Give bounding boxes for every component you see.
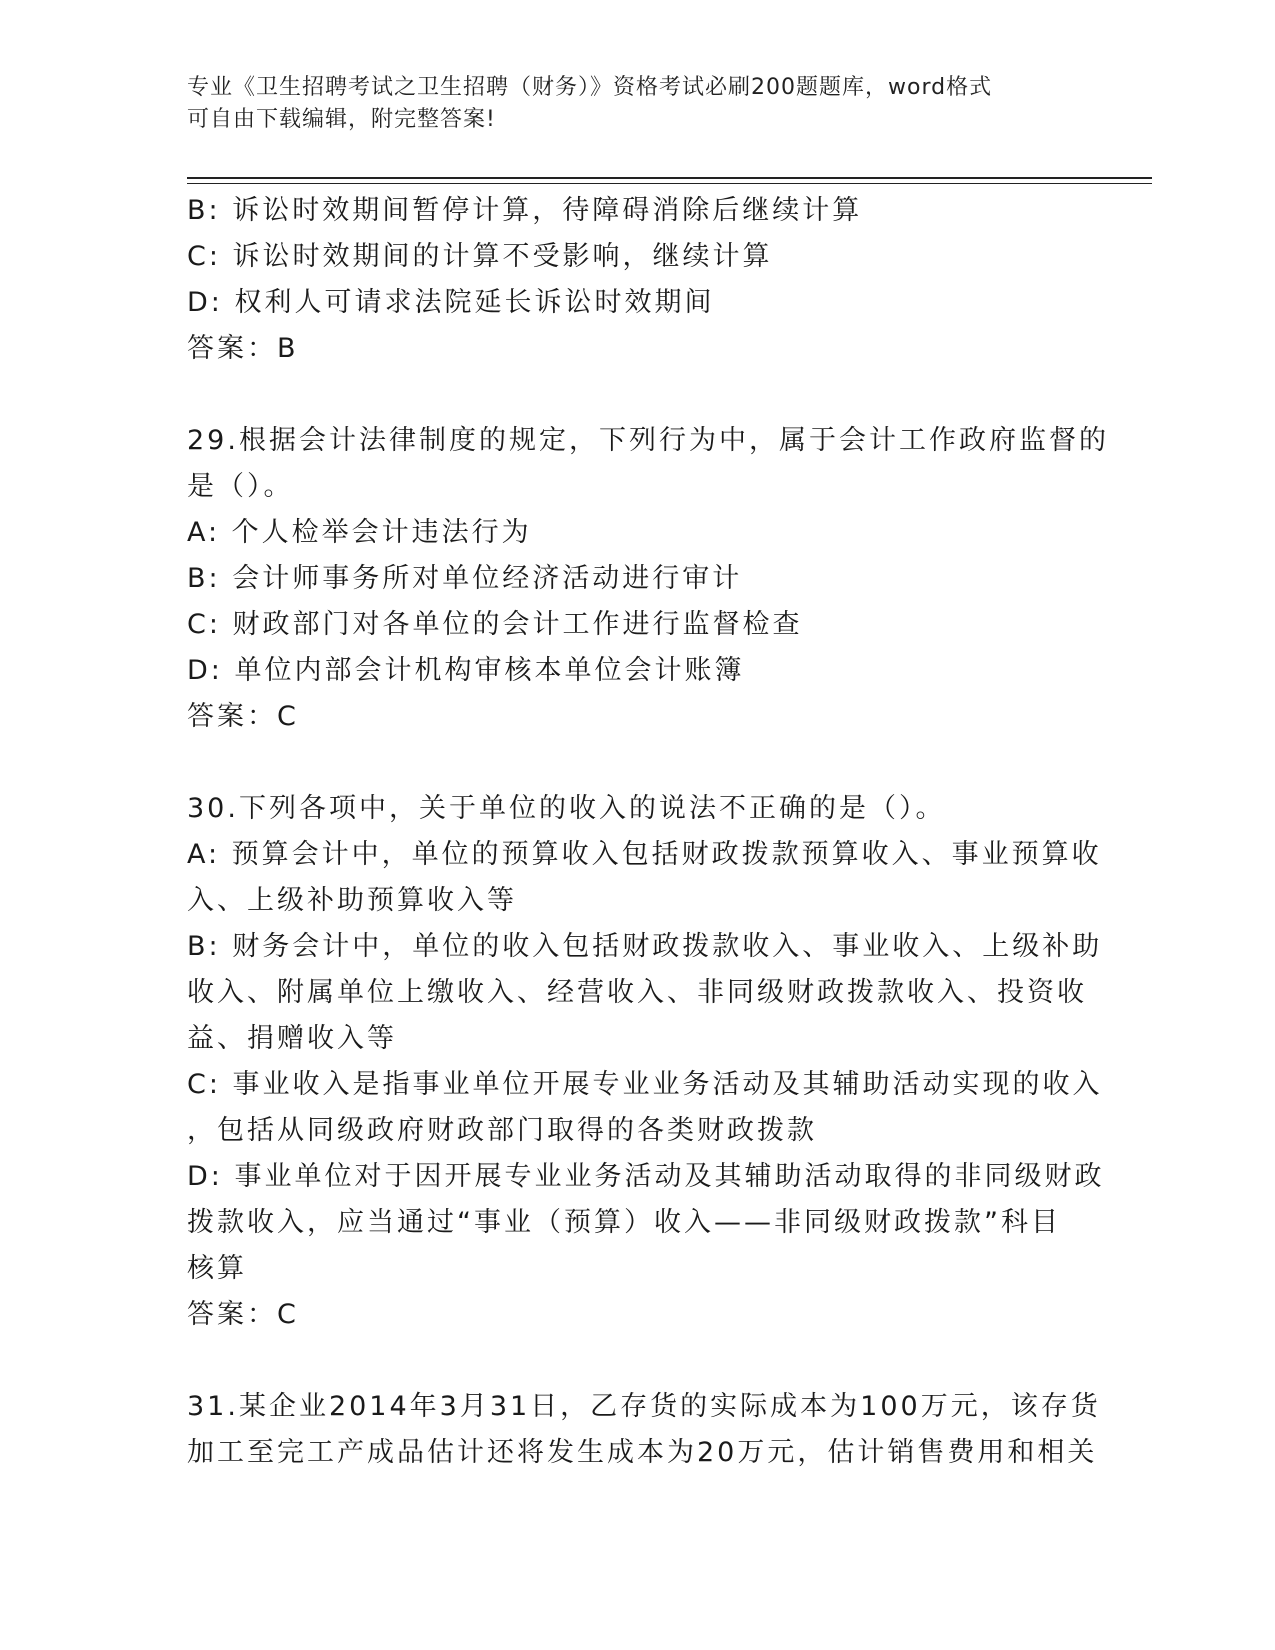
option-b: B: 诉讼时效期间暂停计算，待障碍消除后继续计算 xyxy=(187,195,863,226)
option-c: C: 诉讼时效期间的计算不受影响，继续计算 xyxy=(187,241,773,272)
option-b: B: 会计师事务所对单位经济活动进行审计 xyxy=(187,563,743,594)
answer: 答案：B xyxy=(187,333,299,364)
document-header xyxy=(187,72,1067,136)
option-a: A: 预算会计中，单位的预算收入包括财政拨款预算收入、事业预算收 xyxy=(187,839,1102,870)
answer: 答案：C xyxy=(187,1299,299,1330)
question-stem-cont: 加工至完工产成品估计还将发生成本为20万元，估计销售费用和相关 xyxy=(187,1437,1098,1468)
spacer xyxy=(187,372,1087,418)
option-b-cont: 益、捐赠收入等 xyxy=(187,1023,397,1054)
option-c-cont: ，包括从同级政府财政部门取得的各类财政拨款 xyxy=(187,1115,817,1146)
option-d: D: 权利人可请求法院延长诉讼时效期间 xyxy=(187,287,715,318)
header-divider xyxy=(187,177,1152,184)
option-b-cont: 收入、附属单位上缴收入、经营收入、非同级财政拨款收入、投资收 xyxy=(187,977,1087,1008)
question-stem: 30.下列各项中，关于单位的收入的说法不正确的是（）。 xyxy=(187,793,946,824)
option-a: A: 个人检举会计违法行为 xyxy=(187,517,532,548)
option-b: B: 财务会计中，单位的收入包括财政拨款收入、事业收入、上级补助 xyxy=(187,931,1103,962)
header-line-1: 专业《卫生招聘考试之卫生招聘（财务）》资格考试必刷200题题库，word格式 xyxy=(187,75,993,100)
header-line-2: 可自由下载编辑，附完整答案! xyxy=(187,107,496,132)
question-30 xyxy=(187,786,1105,1338)
spacer xyxy=(187,740,1087,786)
question-stem-cont: 是（）。 xyxy=(187,471,294,502)
option-c: C: 财政部门对各单位的会计工作进行监督检查 xyxy=(187,609,803,640)
option-d-cont: 核算 xyxy=(187,1253,247,1284)
option-a-cont: 入、上级补助预算收入等 xyxy=(187,885,517,916)
question-28-tail xyxy=(187,188,1087,372)
option-d: D: 单位内部会计机构审核本单位会计账簿 xyxy=(187,655,745,686)
option-d: D: 事业单位对于因开展专业业务活动及其辅助活动取得的非同级财政 xyxy=(187,1161,1105,1192)
option-c: C: 事业收入是指事业单位开展专业业务活动及其辅助活动实现的收入 xyxy=(187,1069,1103,1100)
option-d-cont: 拨款收入，应当通过“事业（预算）收入——非同级财政拨款”科目 xyxy=(187,1207,1061,1238)
question-stem: 29.根据会计法律制度的规定，下列行为中，属于会计工作政府监督的 xyxy=(187,425,1109,456)
answer: 答案：C xyxy=(187,701,299,732)
question-31 xyxy=(187,1384,1101,1476)
spacer xyxy=(187,1338,1087,1384)
question-stem: 31.某企业2014年3月31日，乙存货的实际成本为100万元，该存货 xyxy=(187,1391,1101,1422)
question-29 xyxy=(187,418,1109,740)
document-body xyxy=(187,188,1109,1476)
